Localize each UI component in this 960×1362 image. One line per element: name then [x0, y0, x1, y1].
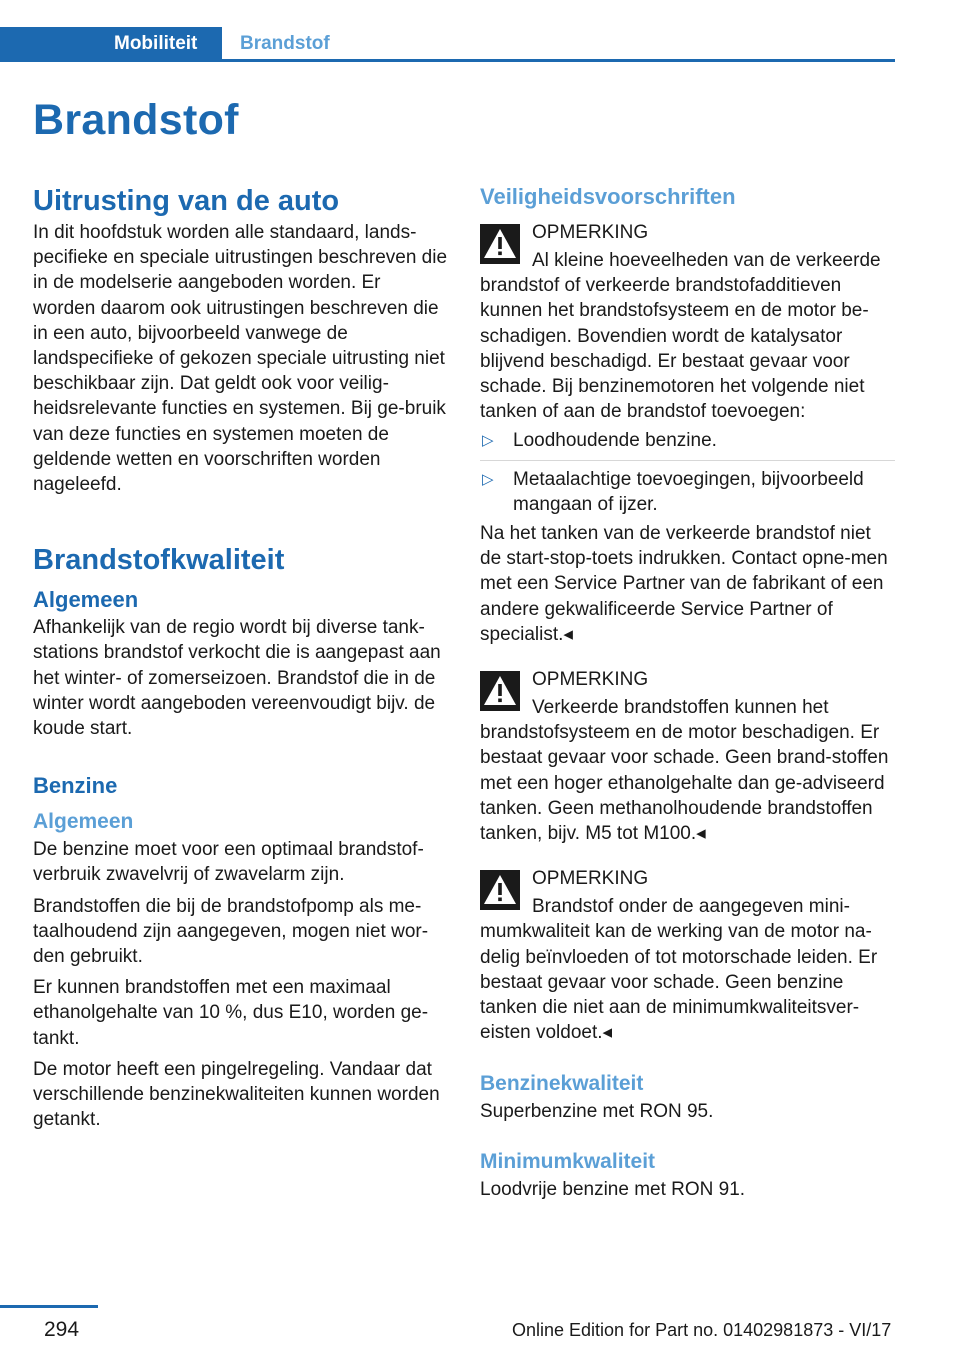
warning-label-1: OPMERKING	[532, 222, 649, 243]
right-column	[480, 182, 895, 1202]
benzinekwaliteit-text: Superbenzine met RON 95.	[480, 1101, 714, 1123]
benzine-paragraph-2: Brandstoffen die bij de brandstofpomp als me-taalhoudend zijn aangegeven, mogen niet wor-den gebruikt.	[33, 895, 429, 968]
benzine-paragraph-1: De benzine moet voor een optimaal brandstof-verbruik zwavelvrij of zwavelarm zijn.	[33, 839, 424, 886]
benzine-algemeen-title: Algemeen	[33, 810, 134, 834]
warning-text-2: Verkeerde brandstoffen kunnen het brandstofsysteem en de motor beschadigen. Er bestaat gevaar voor schade. Geen brand-stoffen met een hoger ethanolgehalte dan ge-adviseerd tanken. Geen methanolhoudende brandstoffen tanken, bijv. M5 tot M100.◂	[480, 697, 889, 845]
benzine-paragraph-3: Er kunnen brandstoffen met een maximaal ethanolgehalte van 10 %, dus E10, worden ge-tankt.	[33, 977, 429, 1049]
list-item: ▷ Metaalachtige toevoegingen, bijvoorbeeld mangaan of ijzer.	[480, 460, 895, 517]
header-bar	[0, 27, 895, 62]
breadcrumb-tab-brandstof[interactable]: Brandstof	[240, 33, 330, 54]
section-title-brandstofkwaliteit: Brandstofkwaliteit	[33, 544, 285, 577]
minimumkwaliteit-title: Minimumkwaliteit	[480, 1149, 656, 1173]
minimumkwaliteit-text: Loodvrije benzine met RON 91.	[480, 1178, 746, 1200]
edition-note: Online Edition for Part no. 01402981873 - VI/17	[512, 1320, 892, 1340]
warning-triangle-icon	[480, 870, 520, 910]
subsection-title-benzine: Benzine	[33, 773, 118, 799]
warning-after-text-1: Na het tanken van de verkeerde brandstof niet de start-stop-toets indrukken. Contact opne-men met een Service Partner van de fabrikant of een andere gekwalificeerde Service Partner of specialist.◂	[480, 523, 888, 645]
uitrusting-text: In dit hoofdstuk worden alle standaard, lands-pecifieke en speciale uitrustingen beschreven die in de modelserie aangeboden worden. Er worden daarom ook uitrustingen beschreven die in een auto, bijvoorbeeld vanwege de landspecifieke of gekozen speciale uitrusting niet beschikbaar zijn. Dat geldt ook voor veilig-heidsrelevante functies en systemen. Bij ge-bruik van deze functies en systemen moeten de geldende wetten en voorschriften worden nageleefd.	[33, 222, 448, 496]
header-rule	[0, 59, 895, 62]
warning-block-3	[480, 864, 895, 1045]
subsection-title-algemeen: Algemeen	[33, 587, 139, 613]
left-column	[33, 182, 448, 1132]
footer-rule	[0, 1305, 98, 1308]
warning-block-2	[480, 665, 895, 846]
warning-label-3: OPMERKING	[532, 868, 649, 890]
list-item: ▷ Loodhoudende benzine.	[480, 428, 895, 453]
section-title-uitrusting: Uitrusting van de auto	[33, 185, 340, 217]
warning-text-3: Brandstof onder de aangegeven mini-mumkwaliteit kan de werking van de motor na-delig beïnvloeden of tot motorschade leiden. Er bestaat gevaar voor schade. Geen benzine tanken die niet aan de minimumkwaliteitsver-eisten voldoet.◂	[480, 896, 878, 1044]
warning-block-1	[480, 218, 895, 647]
triangle-bullet-icon: ▷	[482, 470, 494, 488]
safety-title: Veiligheidsvoorschriften	[480, 184, 736, 209]
benzine-paragraph-4: De motor heeft een pingelregeling. Vandaar dat verschillende benzinekwaliteiten kunnen worden getankt.	[33, 1058, 440, 1131]
warning-text-1: Al kleine hoeveelheden van de verkeerde brandstof of verkeerde brandstofadditieven kunnen het brandstofsysteem en de motor be-schadigen. Bovendien wordt de katalysator blijvend beschadigd. Er bestaat gevaar voor schade. Bij benzinemotoren het volgende niet tanken of aan de brandstof toevoegen:	[480, 250, 881, 423]
breadcrumb-tab-mobiliteit[interactable]: Mobiliteit	[0, 27, 222, 62]
warning-triangle-icon	[480, 224, 520, 264]
warning-bullet-list	[480, 428, 895, 517]
triangle-bullet-icon: ▷	[482, 432, 494, 450]
warning-label-2: OPMERKING	[532, 669, 649, 691]
page-number: 294	[44, 1318, 80, 1341]
algemeen-text: Afhankelijk van de regio wordt bij diverse tank-stations brandstof verkocht die is aangepast aan het winter- of zomerseizoen. Brandstof die in de winter wordt aangeboden vereenvoudigt bijv. de koude start.	[33, 617, 441, 740]
page-title: Brandstof	[33, 96, 239, 144]
warning-triangle-icon	[480, 671, 520, 711]
benzinekwaliteit-title: Benzinekwaliteit	[480, 1072, 644, 1096]
